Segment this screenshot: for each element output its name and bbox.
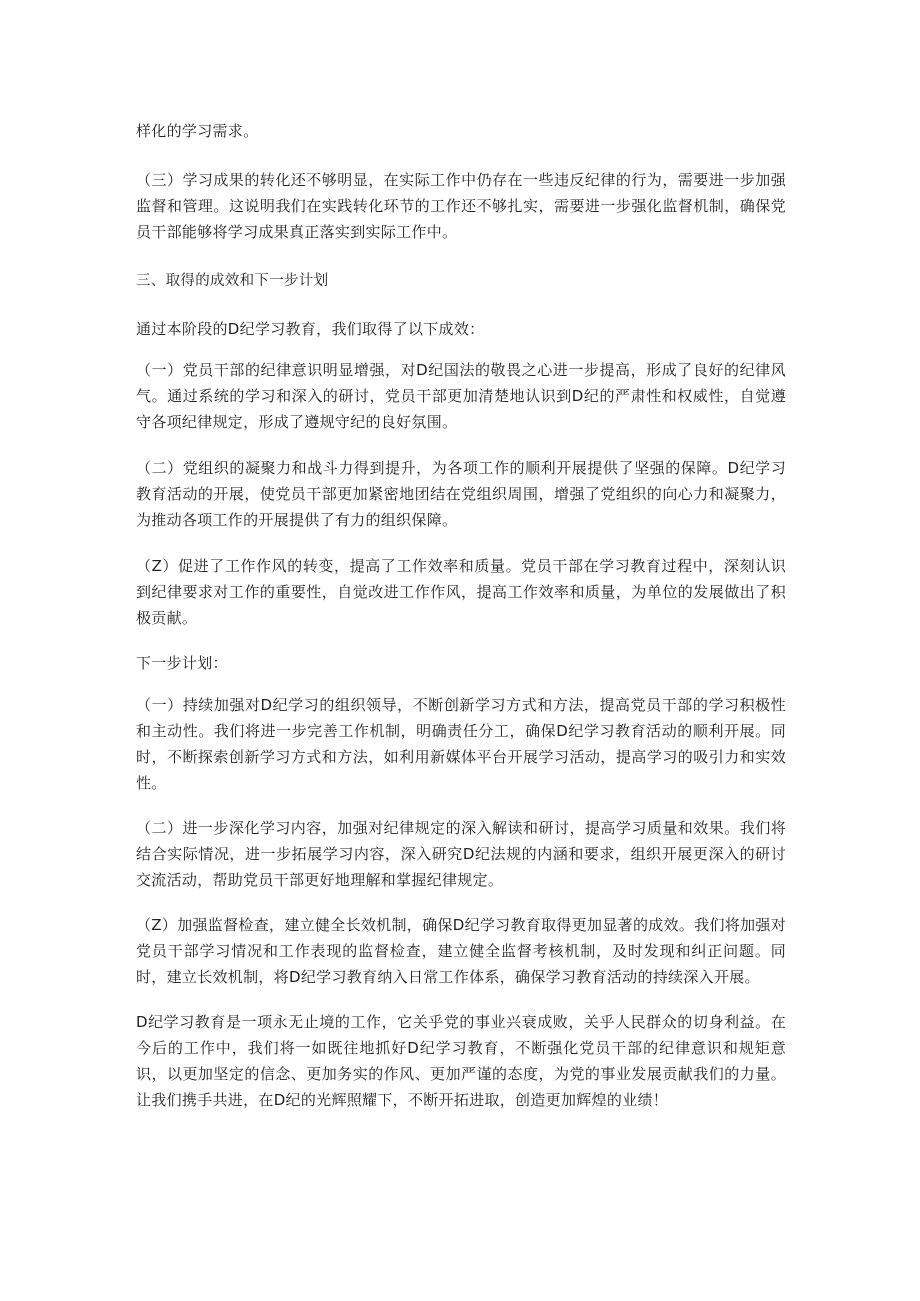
paragraph-plan-1: （一）持续加强对D纪学习的组织领导，不断创新学习方式和方法，提高党员干部的学习积极性和主动性。我们将进一步完善工作机制，明确责任分工，确保D纪学习教育活动的顺利开展。同时，不断探索创新学习方式和方法，如利用新媒体平台开展学习活动，提高学习的吸引力和实效性。	[136, 696, 786, 792]
paragraph-problem-3: （三）学习成果的转化还不够明显，在实际工作中仍存在一些违反纪律的行为，需要进一步加强监督和管理。这说明我们在实践转化环节的工作还不够扎实，需要进一步强化监督机制，确保党员干部能够将学习成果真正落实到实际工作中。	[136, 171, 786, 241]
paragraph-continuation: 样化的学习需求。	[136, 122, 259, 140]
paragraph-achievement-2: （二）党组织的凝聚力和战斗力得到提升，为各项工作的顺利开展提供了坚强的保障。D纪学习教育活动的开展，使党员干部更加紧密地团结在党组织周围，增强了党组织的向心力和凝聚力，为推动各项工作的开展提供了有力的组织保障。	[136, 459, 786, 529]
paragraph-achievement-1: （一）党员干部的纪律意识明显增强，对D纪国法的敬畏之心进一步提高，形成了良好的纪律风气。通过系统的学习和深入的研讨，党员干部更加清楚地认识到D纪的严肃性和权威性，自觉遵守各项纪律规定，形成了遵规守纪的良好氛围。	[136, 361, 786, 431]
section-heading-achievements: 三、取得的成效和下一步计划	[136, 273, 329, 289]
paragraph-achievements-intro: 通过本阶段的D纪学习教育，我们取得了以下成效：	[136, 320, 485, 338]
paragraph-achievement-3: （Z）促进了工作作风的转变，提高了工作效率和质量。党员干部在学习教育过程中，深刻认识到纪律要求对工作的重要性，自觉改进工作作风，提高工作效率和质量，为单位的发展做出了积极贡献。	[136, 557, 786, 627]
paragraph-plan-3: （Z）加强监督检查，建立健全长效机制，确保D纪学习教育取得更加显著的成效。我们将加强对党员干部学习情况和工作表现的监督检查，建立健全监督考核机制，及时发现和纠正问题。同时，建立长效机制，将D纪学习教育纳入日常工作体系，确保学习教育活动的持续深入开展。	[136, 916, 786, 986]
paragraph-conclusion: D纪学习教育是一项永无止境的工作，它关乎党的事业兴衰成败，关乎人民群众的切身利益。在今后的工作中，我们将一如既往地抓好D纪学习教育，不断强化党员干部的纪律意识和规矩意识，以更加坚定的信念、更加务实的作风、更加严谨的态度，为党的事业发展贡献我们的力量。让我们携手共进，在D纪的光辉照耀下，不断开拓进取，创造更加辉煌的业绩！	[136, 1013, 786, 1109]
paragraph-plan-2: （二）进一步深化学习内容，加强对纪律规定的深入解读和研讨，提高学习质量和效果。我们将结合实际情况，进一步拓展学习内容，深入研究D纪法规的内涵和要求，组织开展更深入的研讨交流活动，帮助党员干部更好地理解和掌握纪律规定。	[136, 819, 786, 889]
next-steps-heading: 下一步计划：	[136, 654, 228, 672]
